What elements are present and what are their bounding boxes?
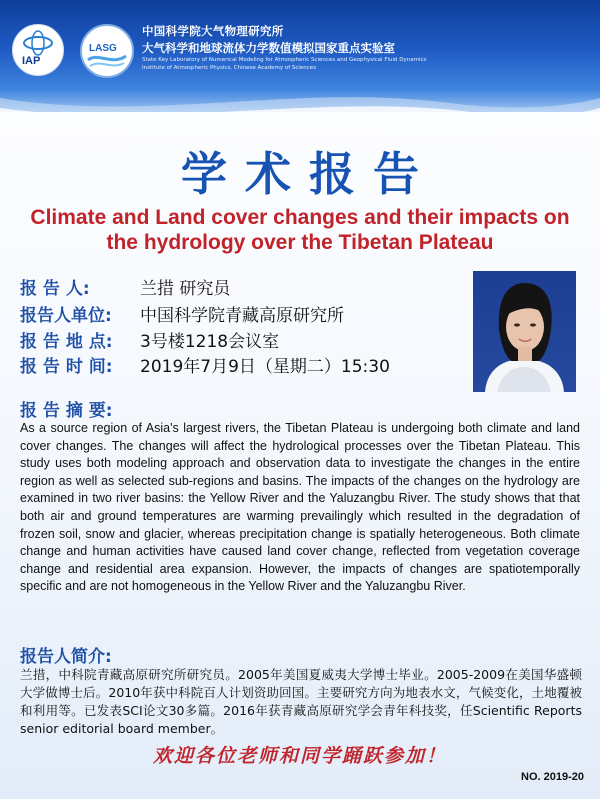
header-banner xyxy=(0,0,600,112)
abstract-text: As a source region of Asia's largest rivers, the Tibetan Plateau is undergoing both climate and land cover changes. The changes will affect the hydrological processes over the Tibetan Plateau. This study uses both modeling approach and observation data to investigate the changes in the entire region as well as selected sub-regions and basins. The impacts of the changes on the hydrology are examined in two river basins: the Yellow River and the Yaluzangbu River. The study shows that that both air and ground temperatures are warming prevailingly which resulted in the degradation of frozen soil, snow and glacier, whereas precipitation change is spatially heterogeneous. Both climate change and human activities have caused land cover change, reflected from vegetation coverage change and residential area expansion. However, the impacts of changes are spatiotemporally specific and are not homogeneous in the Yellow River and the Yaluzangbu River. xyxy=(20,421,580,594)
header-wave-decoration xyxy=(0,78,600,112)
iap-logo xyxy=(12,24,64,76)
lab-name-en: State Key Laboratory of Numerical Modeling for Atmospheric Sciences and Geophysical Fluid Dynamics xyxy=(142,57,427,63)
lab-name-cn: 大气科学和地球流体力学数值模拟国家重点实验室 xyxy=(142,41,395,55)
bio-heading: 报告人简介: xyxy=(20,647,112,667)
place-label: 报 告 地 点: xyxy=(20,332,113,352)
place-value: 3号楼1218会议室 xyxy=(140,332,280,352)
speaker-label: 报 告 人: xyxy=(20,279,90,299)
speaker-photo xyxy=(473,271,576,392)
abstract-heading: 报 告 摘 要: xyxy=(20,401,113,421)
speaker-portrait-image xyxy=(473,271,576,392)
iap-logo-text: IAP xyxy=(22,55,41,67)
welcome-message: 欢迎各位老师和同学踊跃参加！ xyxy=(152,745,447,767)
info-row-place xyxy=(20,327,279,352)
lasg-logo xyxy=(80,24,134,78)
bio-text: 兰措，中科院青藏高原研究所研究员。2005年美国夏威夷大学博士毕业。2005-2009在美国华盛顿大学做博士后。2010年获中科院百人计划资助回国。主要研究方向为地表水文，气候变化，土地覆被和利用等。已发表SCI论文30多篇。2016年获青藏高原研究学会青年科技奖，任Scientific Reports senior editorial board member。 xyxy=(20,667,582,736)
unit-label: 报告人单位: xyxy=(20,306,112,326)
info-row-unit xyxy=(20,301,344,326)
time-label: 报 告 时 间: xyxy=(20,357,113,377)
info-row-speaker xyxy=(20,274,230,299)
poster-title-cn: 学术报告 xyxy=(181,147,437,201)
time-value: 2019年7月9日（星期二）15:30 xyxy=(140,357,390,377)
org-name-en: Institute of Atmospheric Physics, Chinese Academy of Sciences xyxy=(142,65,317,71)
org-name-cn: 中国科学院大气物理研究所 xyxy=(142,24,284,38)
info-row-time xyxy=(20,352,390,377)
unit-value: 中国科学院青藏高原研究所 xyxy=(140,306,344,326)
speaker-value: 兰措 研究员 xyxy=(140,279,231,299)
talk-title-en: Climate and Land cover changes and their impacts on the hydrology over the Tibetan Plateau xyxy=(30,206,570,254)
lasg-logo-text: LASG xyxy=(89,43,117,54)
document-number: NO. 2019-20 xyxy=(521,771,584,783)
